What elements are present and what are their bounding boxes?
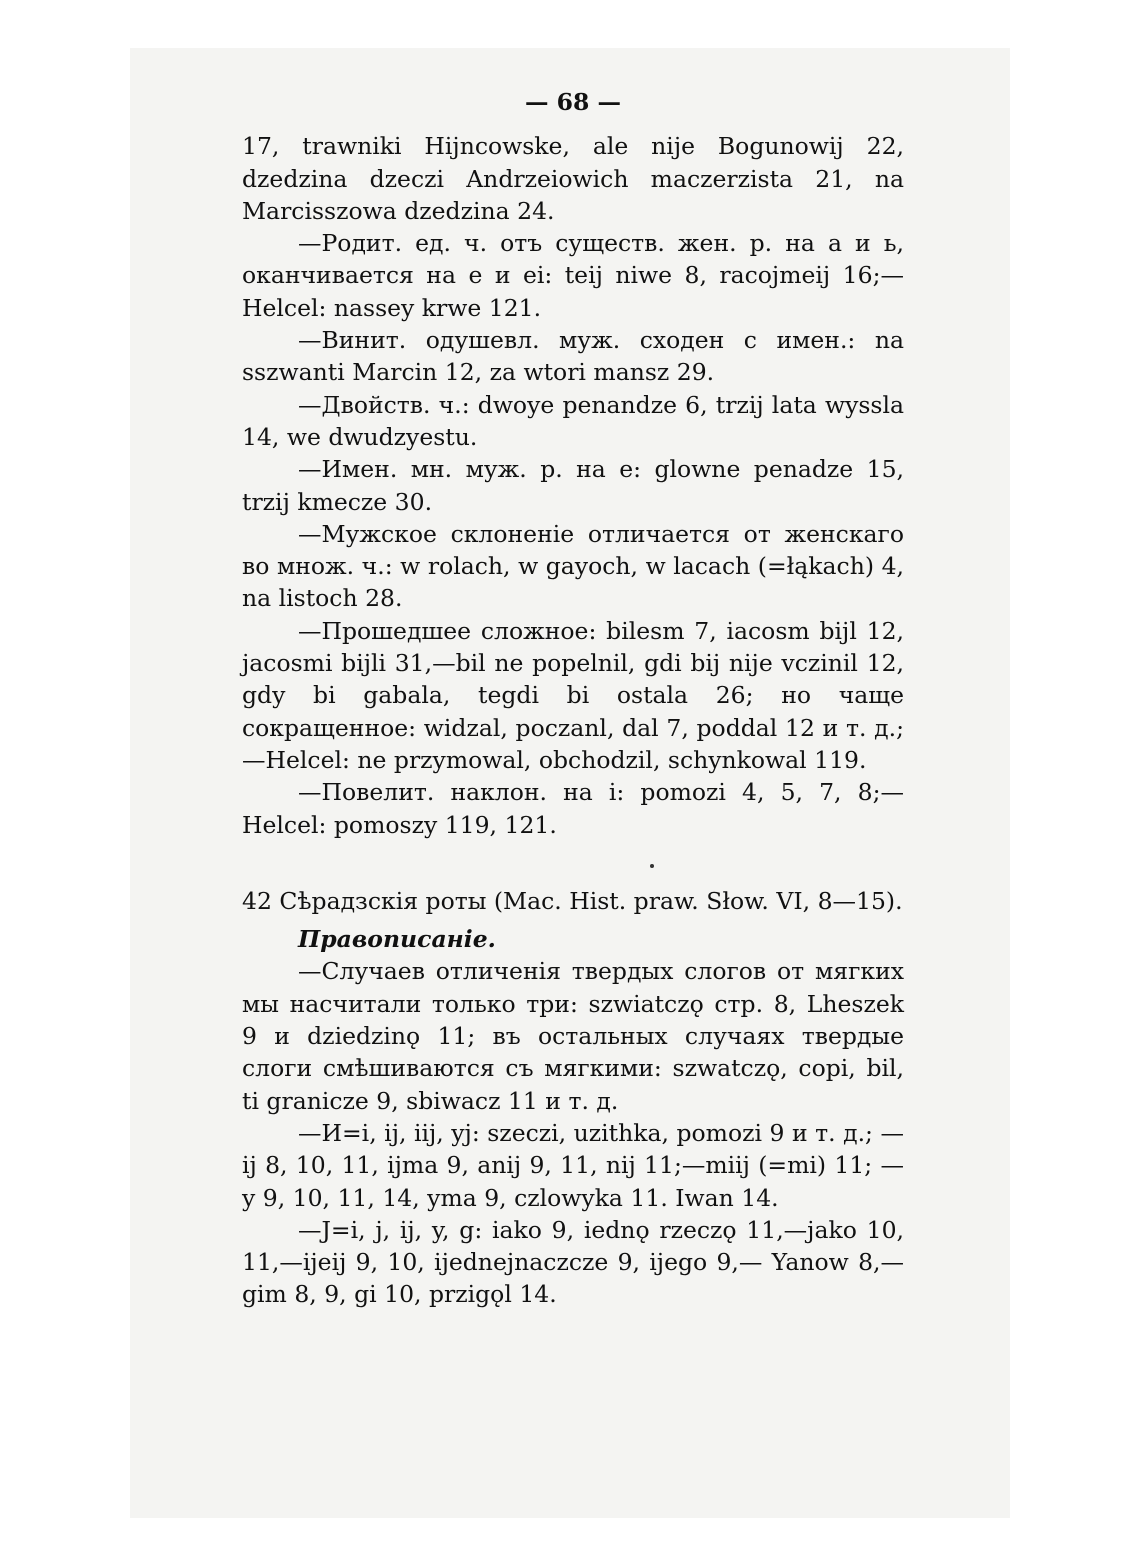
section-subheading: Правописаніе. bbox=[298, 925, 496, 954]
paragraph-2: —Родит. ед. ч. отъ существ. жен. р. на a и ь, оканчивается на e и ei: teij niwe 8, racojmeij 16;—Helcel: nassey krwe 121. bbox=[242, 229, 904, 322]
section-heading: 42 Сѣрадзскія роты (Mac. Hist. praw. Słow. VI, 8—15). bbox=[242, 886, 903, 915]
document-page bbox=[242, 86, 904, 1311]
paragraph-5: —Имен. мн. муж. р. на e: glowne penadze 15, trzij kmecze 30. bbox=[242, 455, 904, 516]
bullet-dot bbox=[650, 864, 654, 868]
paragraph-1: 17, trawniki Hijncowske, ale nije Bogunowij 22, dzedzina dzeczi Andrzeiowich maczerzista 21, na Marcisszowa dzedzina 24. bbox=[242, 132, 904, 225]
paragraph-4: —Двойств. ч.: dwoye penandze 6, trzij lata wyssla 14, we dwudzyestu. bbox=[242, 390, 904, 451]
paragraph-6: —Мужское склоненіе отличается от женскаго во множ. ч.: w rolach, w gayoch, w lacach (=łąkach) 4, na listoch 28. bbox=[242, 519, 904, 613]
paragraph-7: —Прошедшее сложное: bilesm 7, iacosm bijl 12, jacosmi bijli 31,—bil ne popelnil, gdi bij nije vczinil 12, gdy bi gabala, tegdi bi ostala 26; но чаще сокращенное: widzal, poczanl, dal 7, poddal 12 и т. д.;—Helcel: ne przymowal, obchodzil, schynkowal 119. bbox=[242, 616, 904, 774]
paragraph-9: —Случаев отличенія твердых слогов от мягких мы насчитали только три: szwiatczǫ стр. 8, Lheszek 9 и dziedzinǫ 11; въ остальных случаях твердые слоги смѣшиваются съ мягкими: szwatczǫ, copi, bil, ti granicze 9, sbiwacz 11 и т. д. bbox=[242, 957, 904, 1115]
section-gap bbox=[242, 841, 904, 885]
page-number: — 68 — bbox=[524, 88, 622, 116]
paragraph-8: —Повелит. наклон. на i: pomozi 4, 5, 7, 8;—Helcel: pomoszy 119, 121. bbox=[242, 778, 904, 839]
paragraph-3: —Винит. одушевл. муж. сходен с имен.: na sszwanti Marcin 12, za wtori mansz 29. bbox=[242, 326, 904, 387]
paragraph-10: —И=i, ij, iij, yj: szeczi, uzithka, pomozi 9 и т. д.; —ij 8, 10, 11, ijma 9, anij 9, 11, nij 11;—miij (=mi) 11; —y 9, 10, 11, 14, yma 9, czlowyka 11. Iwan 14. bbox=[242, 1118, 904, 1212]
paragraph-11: —J=i, j, ij, y, g: iako 9, iednǫ rzeczǫ 11,—jako 10, 11,—ijeij 9, 10, ijednejnaczcze 9, ijego 9,— Yanow 8,—gim 8, 9, gi 10, przigǫl 14. bbox=[242, 1215, 904, 1309]
